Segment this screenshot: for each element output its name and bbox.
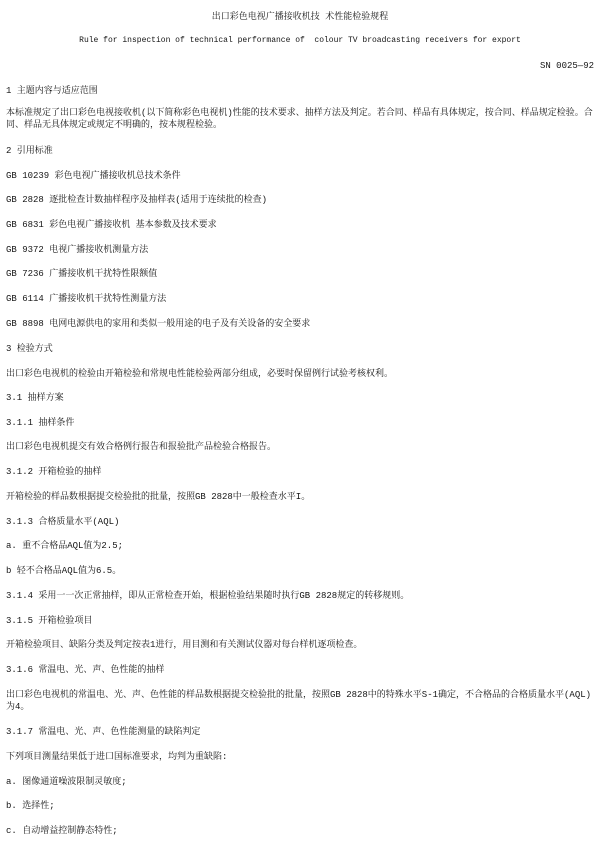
section-1-paragraph: 本标准规定了出口彩色电视接收机(以下简称彩色电视机)性能的技术要求、抽样方法及判定。若合同、样品有具体规定，按合同、样品规定检验。合同、样品无具体规定或规定不明确的，按本规程检验。	[6, 108, 593, 130]
standard-code: SN 0025—92	[539, 61, 594, 71]
reference-item: GB 8898 电网电源供电的家用和类似一般用途的电子及有关设备的安全要求	[6, 319, 311, 329]
defect-item: b. 选择性;	[6, 801, 55, 811]
document-subtitle: Rule for inspection of technical performance of colour TV broadcasting receivers for export	[79, 36, 521, 45]
section-3-paragraph: 出口彩色电视机的检验由开箱检验和常规电性能检验两部分组成，必要时保留例行试验考核权利。	[6, 369, 394, 379]
aql-item-b: b 轻不合格品AQL值为6.5。	[6, 566, 122, 576]
section-3-1-7-heading: 3.1.7 常温电、光、声、色性能测量的缺陷判定	[6, 727, 201, 737]
section-3-heading: 3 检验方式	[6, 344, 53, 354]
section-3-1-5-heading: 3.1.5 开箱检验项目	[6, 616, 93, 626]
reference-item: GB 10239 彩色电视广播接收机总技术条件	[6, 171, 181, 181]
defect-item: c. 自动增益控制静态特性;	[6, 826, 118, 836]
section-3-1-2-paragraph: 开箱检验的样品数根据提交检验批的批量，按照GB 2828中一般检查水平I。	[6, 492, 311, 502]
reference-item: GB 2828 逐批检查计数抽样程序及抽样表(适用于连续批的检查)	[6, 195, 268, 205]
section-3-1-1-heading: 3.1.1 抽样条件	[6, 418, 75, 428]
reference-item: GB 6831 彩色电视广播接收机 基本参数及技术要求	[6, 220, 217, 230]
section-3-1-4-line: 3.1.4 采用一一次正常抽样，即从正常检查开始，根据检验结果随时执行GB 2828规定的转移规则。	[6, 591, 410, 601]
section-3-1-5-paragraph: 开箱检验项目、缺陷分类及判定按表1进行，用目测和有关测试仪器对每台样机逐项检查。	[6, 640, 363, 650]
defect-item: a. 图像通道噪波限制灵敏度;	[6, 777, 127, 787]
section-2-heading: 2 引用标准	[6, 146, 53, 156]
section-3-1-2-heading: 3.1.2 开箱检验的抽样	[6, 467, 102, 477]
document-title: 出口彩色电视广播接收机技 术性能检验规程	[211, 12, 389, 22]
section-1-heading: 1 主题内容与适应范围	[6, 86, 98, 96]
section-3-1-6-heading: 3.1.6 常温电、光、声、色性能的抽样	[6, 665, 165, 675]
reference-item: GB 9372 电视广播接收机测量方法	[6, 245, 149, 255]
reference-item: GB 7236 广播接收机干扰特性限额值	[6, 269, 158, 279]
aql-item-a: a. 重不合格品AQL值为2.5;	[6, 541, 124, 551]
section-3-1-3-heading: 3.1.3 合格质量水平(AQL)	[6, 517, 120, 527]
section-3-1-1-paragraph: 出口彩色电视机提交有效合格例行报告和报验批产品检验合格报告。	[6, 442, 277, 452]
section-3-1-7-paragraph: 下列项目测量结果低于进口国标准要求，均判为重缺陷:	[6, 752, 228, 762]
section-3-1-6-paragraph: 出口彩色电视机的常温电、光、声、色性能的样品数根据提交检验批的批量，按照GB 2828中的特殊水平S-1确定，不合格品的合格质量水平(AQL)为4。	[6, 690, 592, 712]
reference-item: GB 6114 广播接收机干扰特性测量方法	[6, 294, 167, 304]
section-3-1-heading: 3.1 抽样方案	[6, 393, 64, 403]
